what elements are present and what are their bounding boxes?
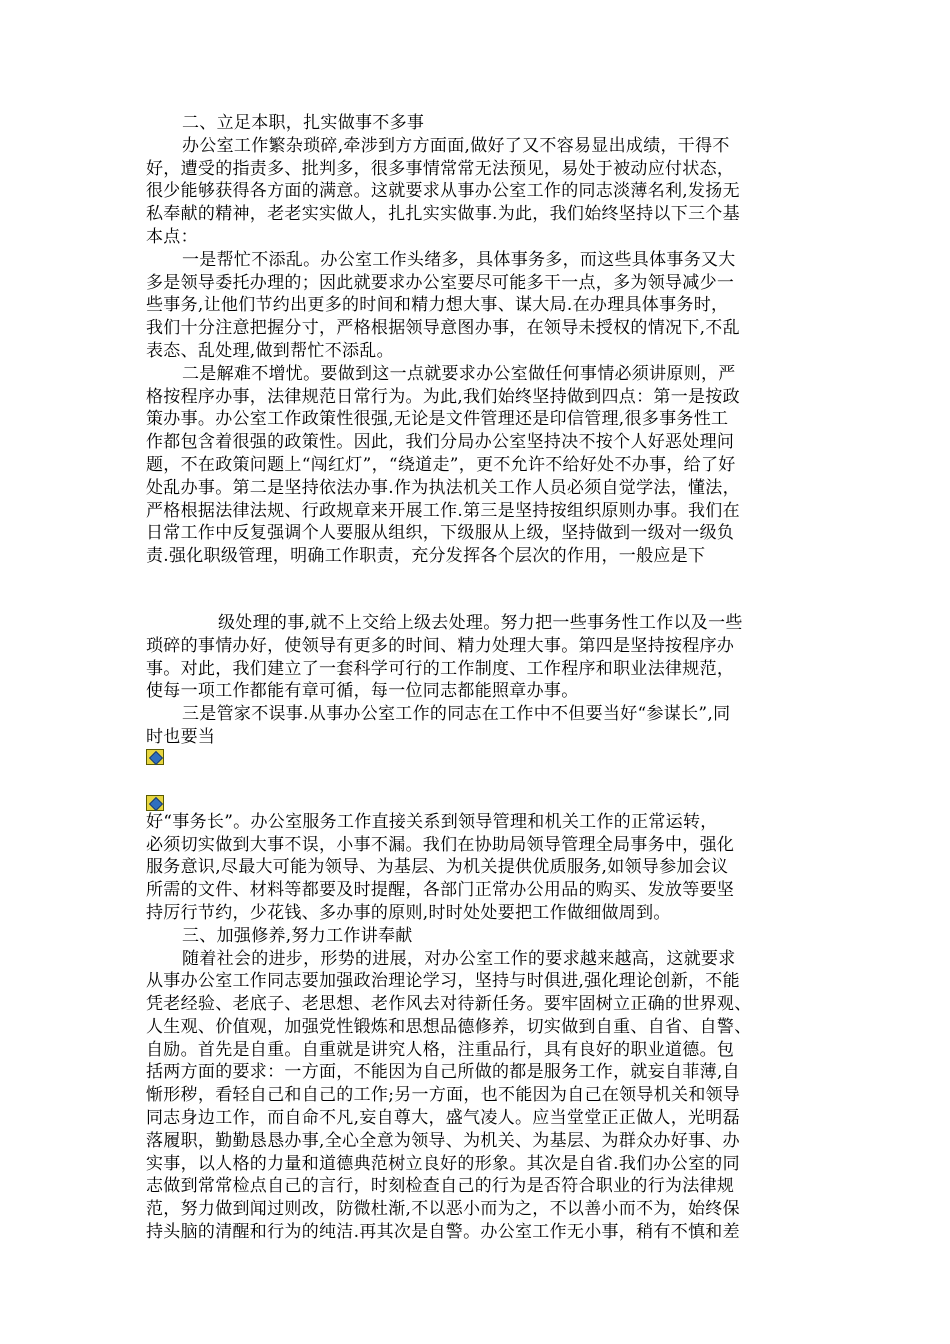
text-line: 持头脑的清醒和行为的纯洁.再其次是自警。办公室工作无小事，稍有不慎和差 bbox=[146, 1222, 740, 1243]
text-line: 括两方面的要求：一方面，不能因为自己所做的都是服务工作，就妄自菲薄,自 bbox=[146, 1062, 740, 1083]
text-line: 二是解难不增忧。要做到这一点就要求办公室做任何事情必须讲原则，严 bbox=[182, 363, 736, 384]
text-block-3 bbox=[146, 811, 806, 1244]
text-line: 同志身边工作，而自命不凡,妄自尊大，盛气凌人。应当堂堂正正做人，光明磊 bbox=[146, 1108, 740, 1129]
text-line: 从事办公室工作同志要加强政治理论学习，坚持与时俱进,强化理论创新，不能 bbox=[146, 971, 740, 992]
text-line: 持厉行节约，少花钱、多办事的原则,时时处处要把工作做细做周到。 bbox=[146, 902, 671, 923]
text-line: 一是帮忙不添乱。办公室工作头绪多，具体事务多，而这些具体事务又大 bbox=[182, 249, 736, 270]
text-line: 很少能够获得各方面的满意。这就要求从事办公室工作的同志淡薄名利,发扬无 bbox=[146, 181, 740, 202]
text-line: 些事务,让他们节约出更多的时间和精力想大事、谋大局.在办理具体事务时， bbox=[146, 295, 729, 316]
text-line: 多是领导委托办理的；因此就要求办公室要尽可能多干一点，多为领导减少一 bbox=[146, 272, 735, 293]
text-line: 事。对此，我们建立了一套科学可行的工作制度、工作程序和职业法律规范， bbox=[146, 658, 735, 679]
text-line: 办公室工作繁杂琐碎,牵涉到方方面面,做好了又不容易显出成绩，干得不 bbox=[182, 135, 730, 156]
text-line: 志做到常常检点自己的言行，时刻检查自己的行为是否符合职业的行为法律规 bbox=[146, 1176, 735, 1197]
text-line: 惭形秽，看轻自己和自己的工作;另一方面，也不能因为自己在领导机关和领导 bbox=[146, 1085, 741, 1106]
text-line: 策办事。办公室工作政策性很强,无论是文件管理还是印信管理,很多事务性工 bbox=[146, 409, 729, 430]
spacer bbox=[146, 765, 806, 795]
text-line: 日常工作中反复强调个人要服从组织，下级服从上级，坚持做到一级对一级负 bbox=[146, 523, 735, 544]
text-line: 责.强化职级管理，明确工作职责，充分发挥各个层次的作用，一般应是下 bbox=[146, 546, 706, 567]
text-line: 本点： bbox=[146, 226, 198, 247]
text-line: 我们十分注意把握分寸，严格根据领导意图办事，在领导未授权的情况下,不乱 bbox=[146, 318, 740, 339]
text-line: 私奉献的精神，老老实实做人，扎扎实实做事.为此，我们始终坚持以下三个基 bbox=[146, 204, 740, 225]
text-line: 作都包含着很强的政策性。因此，我们分局办公室坚持决不按个人好恶处理问 bbox=[146, 432, 735, 453]
text-line: 凭老经验、老底子、老思想、老作风去对待新任务。要牢固树立正确的世界观、 bbox=[146, 994, 752, 1015]
text-line: 使每一项工作都能有章可循，每一位同志都能照章办事。 bbox=[146, 681, 579, 702]
text-line: 表态、乱处理,做到帮忙不添乱。 bbox=[146, 340, 394, 361]
text-line: 随着社会的进步，形势的进展，对办公室工作的要求越来越高，这就要求 bbox=[182, 948, 736, 969]
text-line: 实事，以人格的力量和道德典范树立良好的形象。其次是自省.我们办公室的同 bbox=[146, 1153, 740, 1174]
text-line: 所需的文件、材料等都要及时提醒，各部门正常办公用品的购买、发放等要坚 bbox=[146, 880, 735, 901]
text-line: 严格根据法律法规、行政规章来开展工作.第三是坚持按组织原则办事。我们在 bbox=[146, 500, 740, 521]
text-block-2 bbox=[146, 612, 806, 749]
text-line: 必须切实做到大事不误，小事不漏。我们在协助局领导管理全局事务中，强化 bbox=[146, 834, 735, 855]
page-break-gap bbox=[146, 568, 806, 612]
text-line: 琐碎的事情办好，使领导有更多的时间、精力处理大事。第四是坚持按程序办 bbox=[146, 635, 735, 656]
text-line: 人生观、价值观，加强党性锻炼和思想品德修养，切实做到自重、自省、自警、 bbox=[146, 1016, 752, 1037]
text-block-1 bbox=[146, 112, 806, 568]
text-line: 三、加强修养,努力工作讲奉献 bbox=[182, 925, 413, 946]
document-body bbox=[146, 112, 806, 1244]
text-line: 服务意识,尽最大可能为领导、为基层、为机关提供优质服务,如领导参加会议 bbox=[146, 857, 729, 878]
text-line: 处乱办事。第二是坚持依法办事.作为执法机关工作人员必须自觉学法，懂法， bbox=[146, 477, 740, 498]
text-line: 自励。首先是自重。自重就是讲究人格，注重品行，具有良好的职业道德。包 bbox=[146, 1039, 735, 1060]
text-line: 好“事务长”。办公室服务工作直接关系到领导管理和机关工作的正常运转， bbox=[146, 811, 718, 832]
text-line: 题，不在政策问题上“闯红灯”，“绕道走”，更不允许不给好处不办事，给了好 bbox=[146, 454, 736, 475]
text-line: 三是管家不误事.从事办公室工作的同志在工作中不但要当好“参谋长”,同 bbox=[182, 704, 731, 725]
text-line: 落履职，勤勤恳恳办事,全心全意为领导、为机关、为基层、为群众办好事、办 bbox=[146, 1130, 740, 1151]
embedded-object-icon bbox=[146, 795, 164, 811]
text-line: 级处理的事,就不上交给上级去处理。努力把一些事务性工作以及一些 bbox=[218, 612, 743, 633]
text-line: 范，努力做到闻过则改，防微杜渐,不以恶小而为之，不以善小而不为，始终保 bbox=[146, 1199, 740, 1220]
text-line: 好，遭受的指责多、批判多，很多事情常常无法预见，易处于被动应付状态， bbox=[146, 158, 735, 179]
text-line: 二、立足本职，扎实做事不多事 bbox=[182, 113, 425, 133]
text-line: 格按程序办事，法律规范日常行为。为此,我们始终坚持做到四点：第一是按政 bbox=[146, 386, 740, 407]
text-line: 时也要当 bbox=[146, 726, 216, 747]
embedded-object-icon bbox=[146, 749, 164, 765]
